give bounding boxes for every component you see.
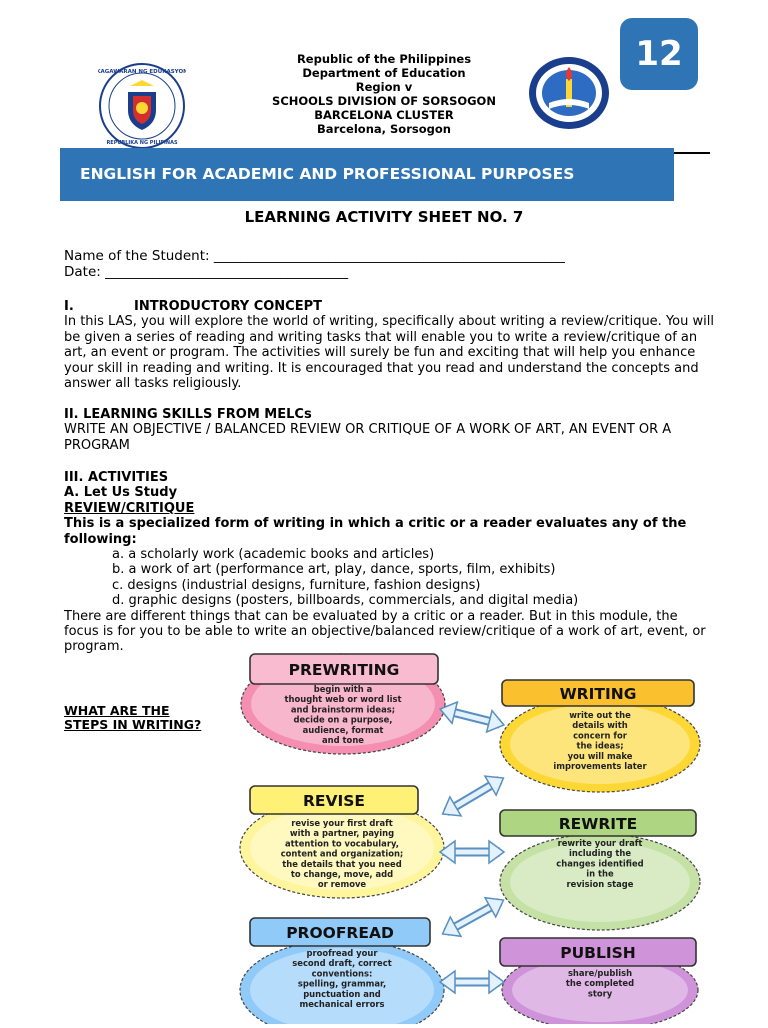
step-label: PUBLISH: [560, 944, 636, 962]
step-description-line: conventions:: [311, 968, 373, 979]
svg-text:REPUBLIKA NG PILIPINAS: REPUBLIKA NG PILIPINAS: [106, 140, 178, 146]
double-arrow-icon: [440, 702, 504, 732]
section-learning-skills: [64, 407, 714, 453]
header-line: Republic of the Philippines: [296, 52, 472, 66]
section-text: WRITE AN OBJECTIVE / BALANCED REVIEW OR CRITIQUE OF A WORK OF ART, AN EVENT OR A PROGRAM: [64, 422, 672, 453]
step-description-line: audience, format: [302, 724, 384, 735]
steps-label: [64, 704, 244, 732]
step-description-line: in the: [586, 868, 614, 879]
step-description-line: content and organization;: [280, 848, 404, 859]
step-label: REVISE: [302, 792, 366, 810]
step-proofread: [240, 918, 444, 1024]
header-line: BARCELONA CLUSTER: [314, 108, 454, 122]
step-description-line: to change, move, add: [290, 869, 394, 879]
step-description-line: write out the: [569, 710, 631, 720]
section-heading: II. LEARNING SKILLS FROM MELCs: [64, 407, 312, 422]
step-description-line: including the: [568, 848, 632, 859]
date-field[interactable]: Date: ____________________________________: [64, 264, 349, 280]
header-line: Department of Education: [302, 66, 466, 80]
step-description-line: share/publish: [567, 968, 633, 978]
deped-seal-logo: [98, 62, 186, 150]
step-description-line: concern for: [573, 730, 627, 741]
step-description-line: revise your first draft: [291, 818, 393, 828]
writing-process-diagram: [238, 652, 708, 1024]
step-description-line: with a partner, paying: [289, 828, 395, 839]
section-heading: III. ACTIVITIES: [64, 470, 169, 485]
step-description-line: changes identified: [556, 858, 644, 869]
header-address: [245, 52, 523, 136]
list-item: b. a work of art (performance art, play, dance, sports, film, exhibits): [112, 562, 556, 578]
step-description-line: second draft, correct: [292, 958, 392, 969]
step-description-line: and tone: [322, 735, 364, 745]
step-description-line: punctuation and: [303, 988, 381, 999]
step-description-line: or remove: [317, 879, 367, 890]
step-description-line: attention to vocabulary,: [285, 838, 399, 849]
step-rewrite: [500, 810, 700, 930]
step-description-line: mechanical errors: [299, 999, 385, 1009]
section-introductory-concept: [64, 299, 714, 391]
list-item: d. graphic designs (posters, billboards, commercials, and digital media): [112, 593, 579, 609]
section-heading: INTRODUCTORY CONCEPT: [134, 299, 322, 314]
step-description-line: thought web or word list: [284, 694, 402, 705]
step-description-line: story: [587, 988, 613, 999]
list-item: a. a scholarly work (academic books and articles): [112, 547, 435, 563]
closing-text: There are different things that can be evaluated by a critic or a reader. But in this module, the focus is for you to be able to write an objective/balanced review/critique of a work of art, event, or program.: [64, 608, 706, 655]
step-label: REWRITE: [558, 815, 638, 833]
step-revise: [240, 786, 444, 898]
step-description-line: proofread your: [306, 948, 378, 958]
step-writing: [500, 680, 700, 792]
step-description-line: details with: [572, 720, 628, 731]
subject-banner: ENGLISH FOR ACADEMIC AND PROFESSIONAL PURPOSES: [60, 148, 674, 201]
double-arrow-icon: [443, 776, 504, 816]
section-number: I.: [64, 299, 74, 314]
section-text: In this LAS, you will explore the world of writing, specifically about writing a review/critique. You will be given a series of reading and writing tasks that will enable you to write a review/critique of an art, an event or program. The activities will surely be fun and exciting that will help you enhance your skill in reading and writing. It is encouraged that you read and understand the concepts and answer all tasks religiously.: [64, 314, 714, 392]
step-description-line: revision stage: [566, 878, 634, 889]
steps-label-line: STEPS IN WRITING?: [64, 717, 202, 732]
double-arrow-icon: [440, 841, 504, 863]
step-description-line: rewrite your draft: [557, 838, 643, 848]
topic-title: REVIEW/CRITIQUE: [64, 500, 195, 516]
list-item: c. designs (industrial designs, furniture, fashion designs): [112, 577, 481, 593]
double-arrow-icon: [443, 898, 504, 937]
step-description-line: you will make: [567, 750, 633, 761]
grade-badge: 12: [620, 18, 698, 90]
section-activities: [64, 470, 714, 655]
step-label: WRITING: [559, 685, 637, 703]
student-info: [64, 248, 714, 280]
steps-label-line: WHAT ARE THE: [64, 703, 170, 718]
step-description-line: improvements later: [553, 761, 647, 771]
header-line: Region v: [355, 80, 413, 94]
step-publish: [500, 938, 698, 1024]
sheet-title: LEARNING ACTIVITY SHEET NO. 7: [244, 208, 524, 226]
header-line: Barcelona, Sorsogon: [317, 122, 451, 136]
step-prewriting: [241, 654, 445, 754]
step-description-line: the ideas;: [576, 740, 624, 751]
header-line: SCHOOLS DIVISION OF SORSOGON: [272, 94, 496, 108]
step-description-line: the details that you need: [282, 858, 402, 869]
double-arrow-icon: [440, 971, 504, 993]
division-seal-logo: [527, 55, 611, 131]
step-description-line: the completed: [565, 978, 635, 989]
step-description-line: decide on a purpose,: [293, 714, 393, 725]
section-subheading: A. Let Us Study: [64, 485, 178, 501]
step-label: PROOFREAD: [286, 924, 394, 942]
svg-text:KAGAWARAN NG EDUKASYON: KAGAWARAN NG EDUKASYON: [98, 69, 186, 75]
step-description-line: spelling, grammar,: [297, 978, 387, 989]
definition-text: This is a specialized form of writing in which a critic or a reader evaluates any of the following:: [64, 516, 687, 547]
student-name-field[interactable]: Name of the Student: ____________________________________________________: [64, 248, 565, 264]
step-description-line: begin with a: [313, 684, 373, 694]
step-description-line: and brainstorm ideas;: [290, 704, 396, 715]
step-label: PREWRITING: [288, 661, 400, 679]
